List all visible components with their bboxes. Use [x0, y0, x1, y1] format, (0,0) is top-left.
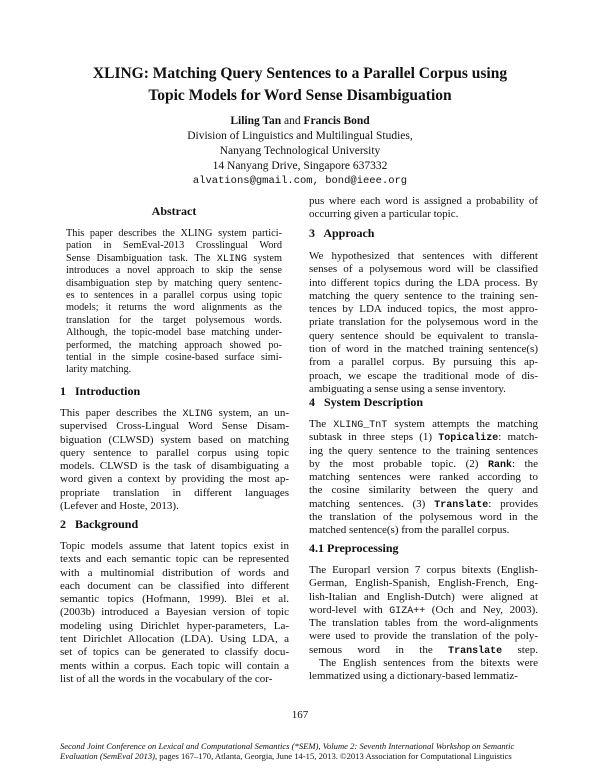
text-run: pation in SemEval-2013 Crosslingual Word: [66, 240, 282, 252]
section-approach: [309, 226, 538, 396]
section-body: [309, 195, 538, 222]
text-run: biguation (CLWSD) system based on matching: [60, 433, 289, 446]
section-body: [60, 407, 289, 513]
text-run: Topic models assume that latent topics exist in: [60, 540, 289, 552]
text-run: larity matching.: [66, 364, 132, 376]
code-term: XLING: [216, 253, 247, 265]
text-run: occurring given a particular topic.: [309, 208, 459, 221]
text-run: tion of word in the matched training sentence(s): [309, 343, 538, 356]
code-term: XLING_TnT: [333, 420, 388, 431]
text-run: word-level with: [309, 603, 390, 616]
text-line: [66, 364, 282, 376]
text-run: into different topics during the LDA process. By: [309, 276, 538, 289]
text-line: [309, 208, 538, 221]
text-run: : the: [511, 457, 538, 470]
text-run: system attempts the matching: [387, 418, 539, 430]
text-run: tential in the simple cosine-based surface simi-: [66, 351, 282, 363]
text-line: [309, 418, 538, 431]
subsection-heading: 4.1 Preprocessing: [309, 541, 399, 555]
text-line: [60, 487, 289, 500]
text-run: set of topics can be generated to classify docu-: [60, 646, 289, 659]
text-run: matching sentences were ranked according to: [309, 471, 538, 484]
text-line: [66, 240, 282, 252]
text-run: translation for the target polysemous words.: [66, 314, 282, 326]
text-line: [309, 577, 538, 590]
text-run: senses of a polysemous word will be classified: [309, 263, 538, 276]
text-line: [60, 580, 289, 593]
text-line: [66, 340, 282, 352]
text-line: [66, 253, 282, 265]
paper-title: [0, 63, 600, 107]
text-line: [309, 644, 538, 657]
author-and: and: [281, 115, 304, 127]
section-body: [309, 564, 538, 684]
text-line: [309, 524, 538, 537]
text-run: The English sentences from the bitexts were: [319, 657, 538, 670]
title-line: XLING: Matching Query Sentences to a Parallel Corpus using: [92, 65, 508, 82]
text-line: [66, 290, 282, 302]
text-line: [60, 447, 289, 460]
text-run: each document can be classified into different: [60, 579, 289, 592]
text-run: pus where each word is assigned a probability of: [309, 195, 538, 207]
section-heading: 1 Introduction: [60, 384, 141, 398]
text-line: [309, 445, 538, 458]
text-run: query sentence should be equivalent to transla-: [309, 329, 538, 342]
text-line: [309, 303, 538, 316]
footer-details: , pages 167–170, Atlanta, Georgia, June 14-15, 2013. ©2013 Association for Computational Linguistics: [155, 751, 512, 761]
text-run: : match-: [498, 431, 538, 444]
affiliation: Nanyang Technological University: [219, 145, 381, 157]
text-line: [66, 315, 282, 327]
code-term: Rank: [487, 459, 512, 471]
section-heading: 3 Approach: [309, 226, 375, 240]
text-line: [60, 633, 289, 646]
text-line: [60, 646, 289, 659]
affiliation: 14 Nanyang Drive, Singapore 637332: [212, 160, 388, 172]
text-line: [309, 617, 538, 630]
author-name: Liling Tan: [230, 115, 282, 127]
text-run: matching sentences. (3): [309, 497, 435, 510]
text-run: German, English-Spanish, English-French, Eng-: [309, 577, 538, 590]
text-line: [60, 606, 289, 619]
text-run: system: [246, 252, 282, 264]
section-heading: 2 Background: [60, 517, 139, 531]
text-run: subtask in three steps (1): [309, 431, 439, 444]
text-line: [60, 593, 289, 606]
text-line: [309, 484, 538, 497]
code-term: Translate: [434, 499, 489, 511]
text-line: [309, 263, 538, 276]
text-run: matched sentence(s) from the parallel corpus.: [309, 524, 510, 537]
affiliation: Division of Linguistics and Multilingual Studies,: [187, 130, 413, 142]
text-line: [309, 670, 538, 683]
text-line: [60, 540, 289, 553]
author-emails: alvations@gmail.com, bond@ieee.org: [192, 175, 408, 187]
code-term: Translate: [448, 645, 503, 657]
text-line: [309, 277, 538, 290]
text-run: The translation tables from the word-alignments: [309, 617, 538, 630]
text-run: propriate translation in different languages: [60, 486, 289, 499]
text-run: Although, the topic-model base matching under-: [66, 327, 282, 339]
text-run: texts and each semantic topic can be represented: [60, 553, 289, 566]
code-term: XLING: [182, 409, 213, 420]
author-block: [0, 114, 600, 189]
text-line: [309, 290, 538, 303]
text-line: [309, 657, 538, 670]
text-run: ments within a corpus. Each topic will contain a: [60, 659, 289, 672]
text-run: Sense Disambiguation task. The: [66, 252, 217, 264]
text-line: [309, 195, 538, 208]
text-line: [309, 370, 538, 383]
text-run: priate translation for the polysemous word in the: [309, 316, 538, 329]
title-line: Topic Models for Word Sense Disambiguation: [148, 87, 452, 104]
section-body: [309, 418, 538, 538]
text-run: modeling using Dirichlet hyper-parameters, La-: [60, 619, 289, 632]
text-line: [309, 498, 538, 511]
text-line: [66, 327, 282, 339]
text-run: This paper describes the: [60, 407, 183, 419]
text-run: were used to provide the translation of the poly-: [309, 630, 538, 643]
author-name: Francis Bond: [303, 115, 370, 127]
text-run: system, an un-: [212, 407, 289, 419]
section-body: [60, 540, 289, 686]
text-run: The Europarl version 7 corpus bitexts (English-: [309, 564, 538, 576]
text-line: [66, 302, 282, 314]
section-system-description: [309, 395, 538, 538]
text-run: introduces a novel approach to skip the sense: [66, 265, 282, 277]
abstract-section: [66, 204, 282, 377]
abstract-heading: Abstract: [151, 204, 197, 218]
text-line: [66, 352, 282, 364]
text-run: : provides: [488, 497, 538, 510]
text-line: [309, 511, 538, 524]
text-line: [309, 330, 538, 343]
text-run: tent Dirichlet Allocation (LDA). Using LDA, a: [60, 633, 289, 646]
footer-citation: [60, 741, 540, 761]
text-line: [60, 660, 289, 673]
text-line: [60, 567, 289, 580]
text-run: from a parallel corpus. By pursuing this ap-: [309, 356, 538, 369]
text-line: [60, 473, 289, 486]
text-run: step.: [502, 643, 538, 656]
text-run: performed, the matching approach showed po-: [66, 339, 282, 351]
text-line: [309, 343, 538, 356]
abstract-body: [66, 228, 282, 377]
text-run: disambiguation step by matching query sentenc-: [66, 277, 282, 289]
text-line: [309, 471, 538, 484]
code-term: Topicalize: [438, 433, 499, 445]
page-number: 167: [291, 709, 309, 721]
text-run: the cosine similarity between the query and: [309, 484, 538, 497]
text-run: matching the query sentence to the training sen-: [309, 289, 538, 302]
text-line: [60, 460, 289, 473]
text-run: lish-Italian and English-Dutch) were aligned at: [309, 590, 538, 603]
text-run: tences by LDA induced topics, the most appro-: [309, 303, 538, 316]
section-body: [309, 250, 538, 396]
text-run: The: [309, 418, 334, 430]
text-line: [309, 458, 538, 471]
text-line: [60, 673, 289, 686]
section-heading: 4 System Description: [309, 395, 423, 409]
code-term: GIZA++: [389, 605, 426, 617]
text-line: [309, 604, 538, 617]
text-line: [60, 500, 289, 513]
text-line: [60, 553, 289, 566]
section-introduction: [60, 384, 289, 513]
text-line: [309, 316, 538, 329]
text-line: [309, 431, 538, 444]
text-run: (Lefever and Hoste, 2013).: [60, 500, 179, 513]
section-background: [60, 517, 289, 686]
text-run: es to sentences in a parallel corpus using topic: [66, 289, 282, 301]
text-run: models; it returns the word alignments as the: [66, 302, 282, 314]
text-line: [66, 265, 282, 277]
text-run: supervised Cross-Lingual Word Sense Disam-: [60, 420, 289, 433]
text-line: [66, 278, 282, 290]
text-line: [309, 591, 538, 604]
text-run: by the most probable topic. (2): [309, 457, 488, 470]
text-run: (2003b) introduced a Bayesian version of topic: [60, 606, 289, 619]
text-run: word given a context by providing the most ap-: [60, 473, 289, 486]
text-line: [66, 228, 282, 240]
text-line: [309, 250, 538, 263]
text-run: ambiguating a sense using a sense inventory.: [309, 382, 506, 395]
text-run: (Och and Ney, 2003).: [425, 603, 538, 616]
text-run: proach, we escape the traditional mode of dis-: [309, 369, 538, 382]
section-preprocessing: [309, 541, 538, 684]
text-run: semantic topics (Hofmann, 1999). Blei et al.: [60, 593, 289, 606]
text-run: ing the query sentence to the training sentences: [309, 444, 538, 457]
text-line: [60, 420, 289, 433]
text-line: [60, 434, 289, 447]
text-run: semous word in the: [309, 643, 449, 656]
text-line: [309, 564, 538, 577]
text-line: [60, 407, 289, 420]
text-line: [60, 620, 289, 633]
text-run: This paper describes the XLING system partici-: [66, 228, 282, 239]
text-run: lemmatized using a dictionary-based lemmatiz-: [309, 670, 518, 683]
text-run: query sentence to parallel corpus using topic: [60, 446, 289, 459]
text-run: list of all the words in the vocabulary of the cor-: [60, 672, 273, 685]
footer-venue: Second Joint Conference on Lexical and Computational Semantics (*SEM), Volume 2: Seventh International Workshop on Semantic Evaluation (SemEval 2013): [60, 741, 515, 761]
text-line: [309, 630, 538, 643]
text-line: [309, 356, 538, 369]
text-run: We hypothesized that sentences with different: [309, 250, 538, 262]
text-run: the translation of the polysemous word in the: [309, 511, 538, 524]
text-run: with a multinomial distribution of words and: [60, 566, 289, 579]
section-background-continued: [309, 195, 538, 222]
text-run: models. CLWSD is the task of disambiguating a: [60, 460, 289, 473]
